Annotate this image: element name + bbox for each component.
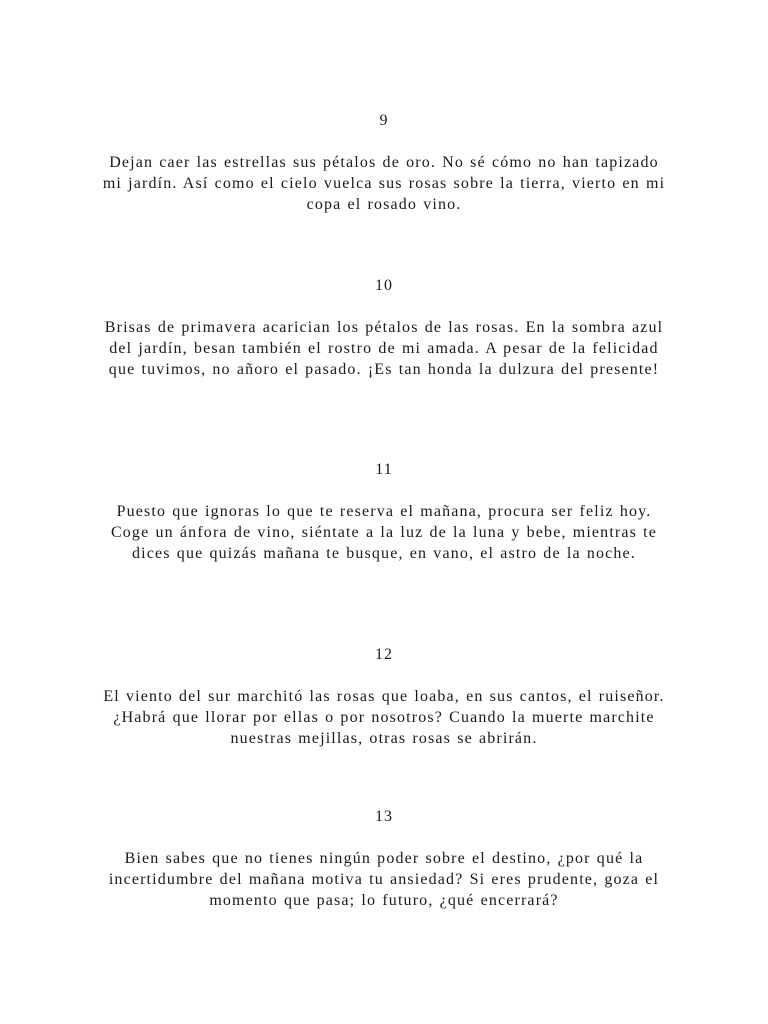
- stanza-number: 11: [375, 461, 393, 478]
- stanza-text: Puesto que ignoras lo que te reserva el mañana, procura ser feliz hoy. Coge un ánfora de vino, siéntate a la luz de la luna y bebe, mientras te dices que quizás mañana te busque, en vano, el astro de la noche.: [110, 503, 658, 562]
- stanza-text: El viento del sur marchitó las rosas que loaba, en sus cantos, el ruiseñor. ¿Habrá que llorar por ellas o por nosotros? Cuando la muerte marchite nuestras mejillas, otras rosas se abrirán.: [103, 688, 665, 747]
- stanza-11: [100, 460, 668, 564]
- stanza-12: [100, 645, 668, 749]
- stanza-number: 10: [375, 277, 393, 294]
- stanza-9: [100, 111, 668, 215]
- stanza-number: 12: [375, 646, 393, 663]
- stanza-text: Dejan caer las estrellas sus pétalos de oro. No sé cómo no han tapizado mi jardín. Así como el cielo vuelca sus rosas sobre la tierra, vierto en mi copa el rosado vino.: [102, 154, 666, 213]
- stanza-13: [100, 807, 668, 911]
- stanza-text: Bien sabes que no tienes ningún poder sobre el destino, ¿por qué la incertidumbre del mañana motiva tu ansiedad? Si eres prudente, goza el momento que pasa; lo futuro, ¿qué encerrará?: [108, 850, 660, 909]
- stanza-10: [100, 276, 668, 380]
- stanza-number: 13: [375, 808, 393, 825]
- stanza-number: 9: [379, 112, 389, 129]
- stanza-text: Brisas de primavera acarician los pétalos de las rosas. En la sombra azul del jardín, besan también el rostro de mi amada. A pesar de la felicidad que tuvimos, no añoro el pasado. ¡Es tan honda la dulzura del presente!: [104, 319, 664, 378]
